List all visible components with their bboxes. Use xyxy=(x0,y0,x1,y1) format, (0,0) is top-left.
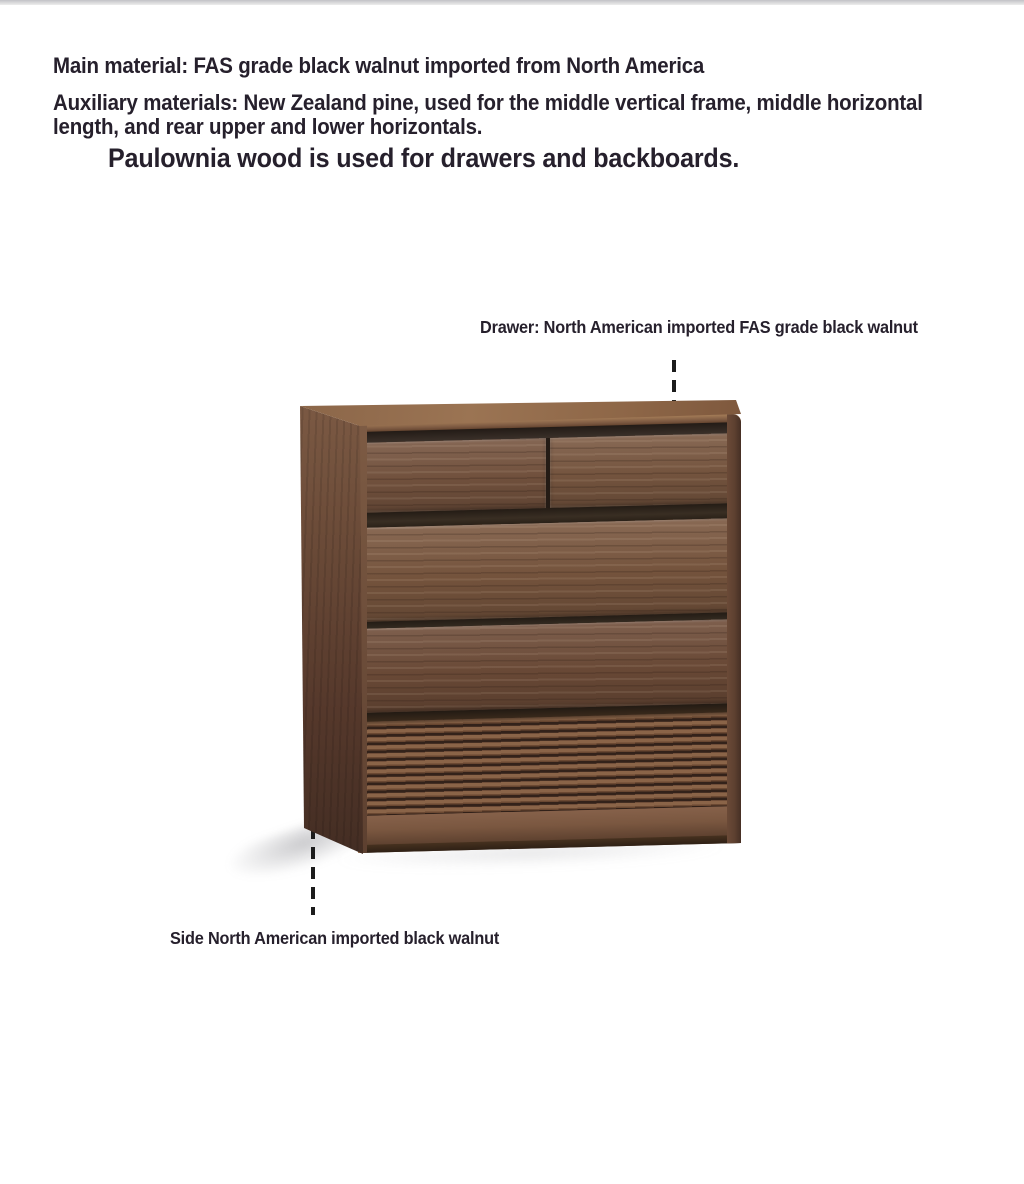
side-callout-label: Side North American imported black walnut xyxy=(170,928,500,948)
chest-right-stile xyxy=(727,414,741,843)
side-callout-dashed-line xyxy=(311,827,315,915)
main-material-text: Main material: FAS grade black walnut imported from North America xyxy=(53,53,705,78)
drawer-large-2 xyxy=(360,619,741,713)
drawer-callout-label: Drawer: North American imported FAS grade black walnut xyxy=(480,317,918,337)
drawer-slatted-bottom xyxy=(360,712,741,816)
auxiliary-material-line1: Auxiliary materials: New Zealand pine, used for the middle vertical frame, middle horizontal xyxy=(53,90,923,115)
chest-small-drawer-row xyxy=(360,433,741,513)
drawer-large-1 xyxy=(360,518,741,622)
top-border-strip xyxy=(0,0,1024,5)
chest-front-face xyxy=(358,414,741,853)
auxiliary-material-line2: length, and rear upper and lower horizontals. xyxy=(53,113,483,139)
drawer-small-right xyxy=(550,433,741,508)
chest-illustration xyxy=(288,398,744,868)
drawer-small-left xyxy=(360,438,546,513)
paulownia-note-text: Paulownia wood is used for drawers and backboards. xyxy=(108,143,740,173)
auxiliary-material-text xyxy=(53,91,923,138)
chest-left-side-panel xyxy=(288,398,368,858)
